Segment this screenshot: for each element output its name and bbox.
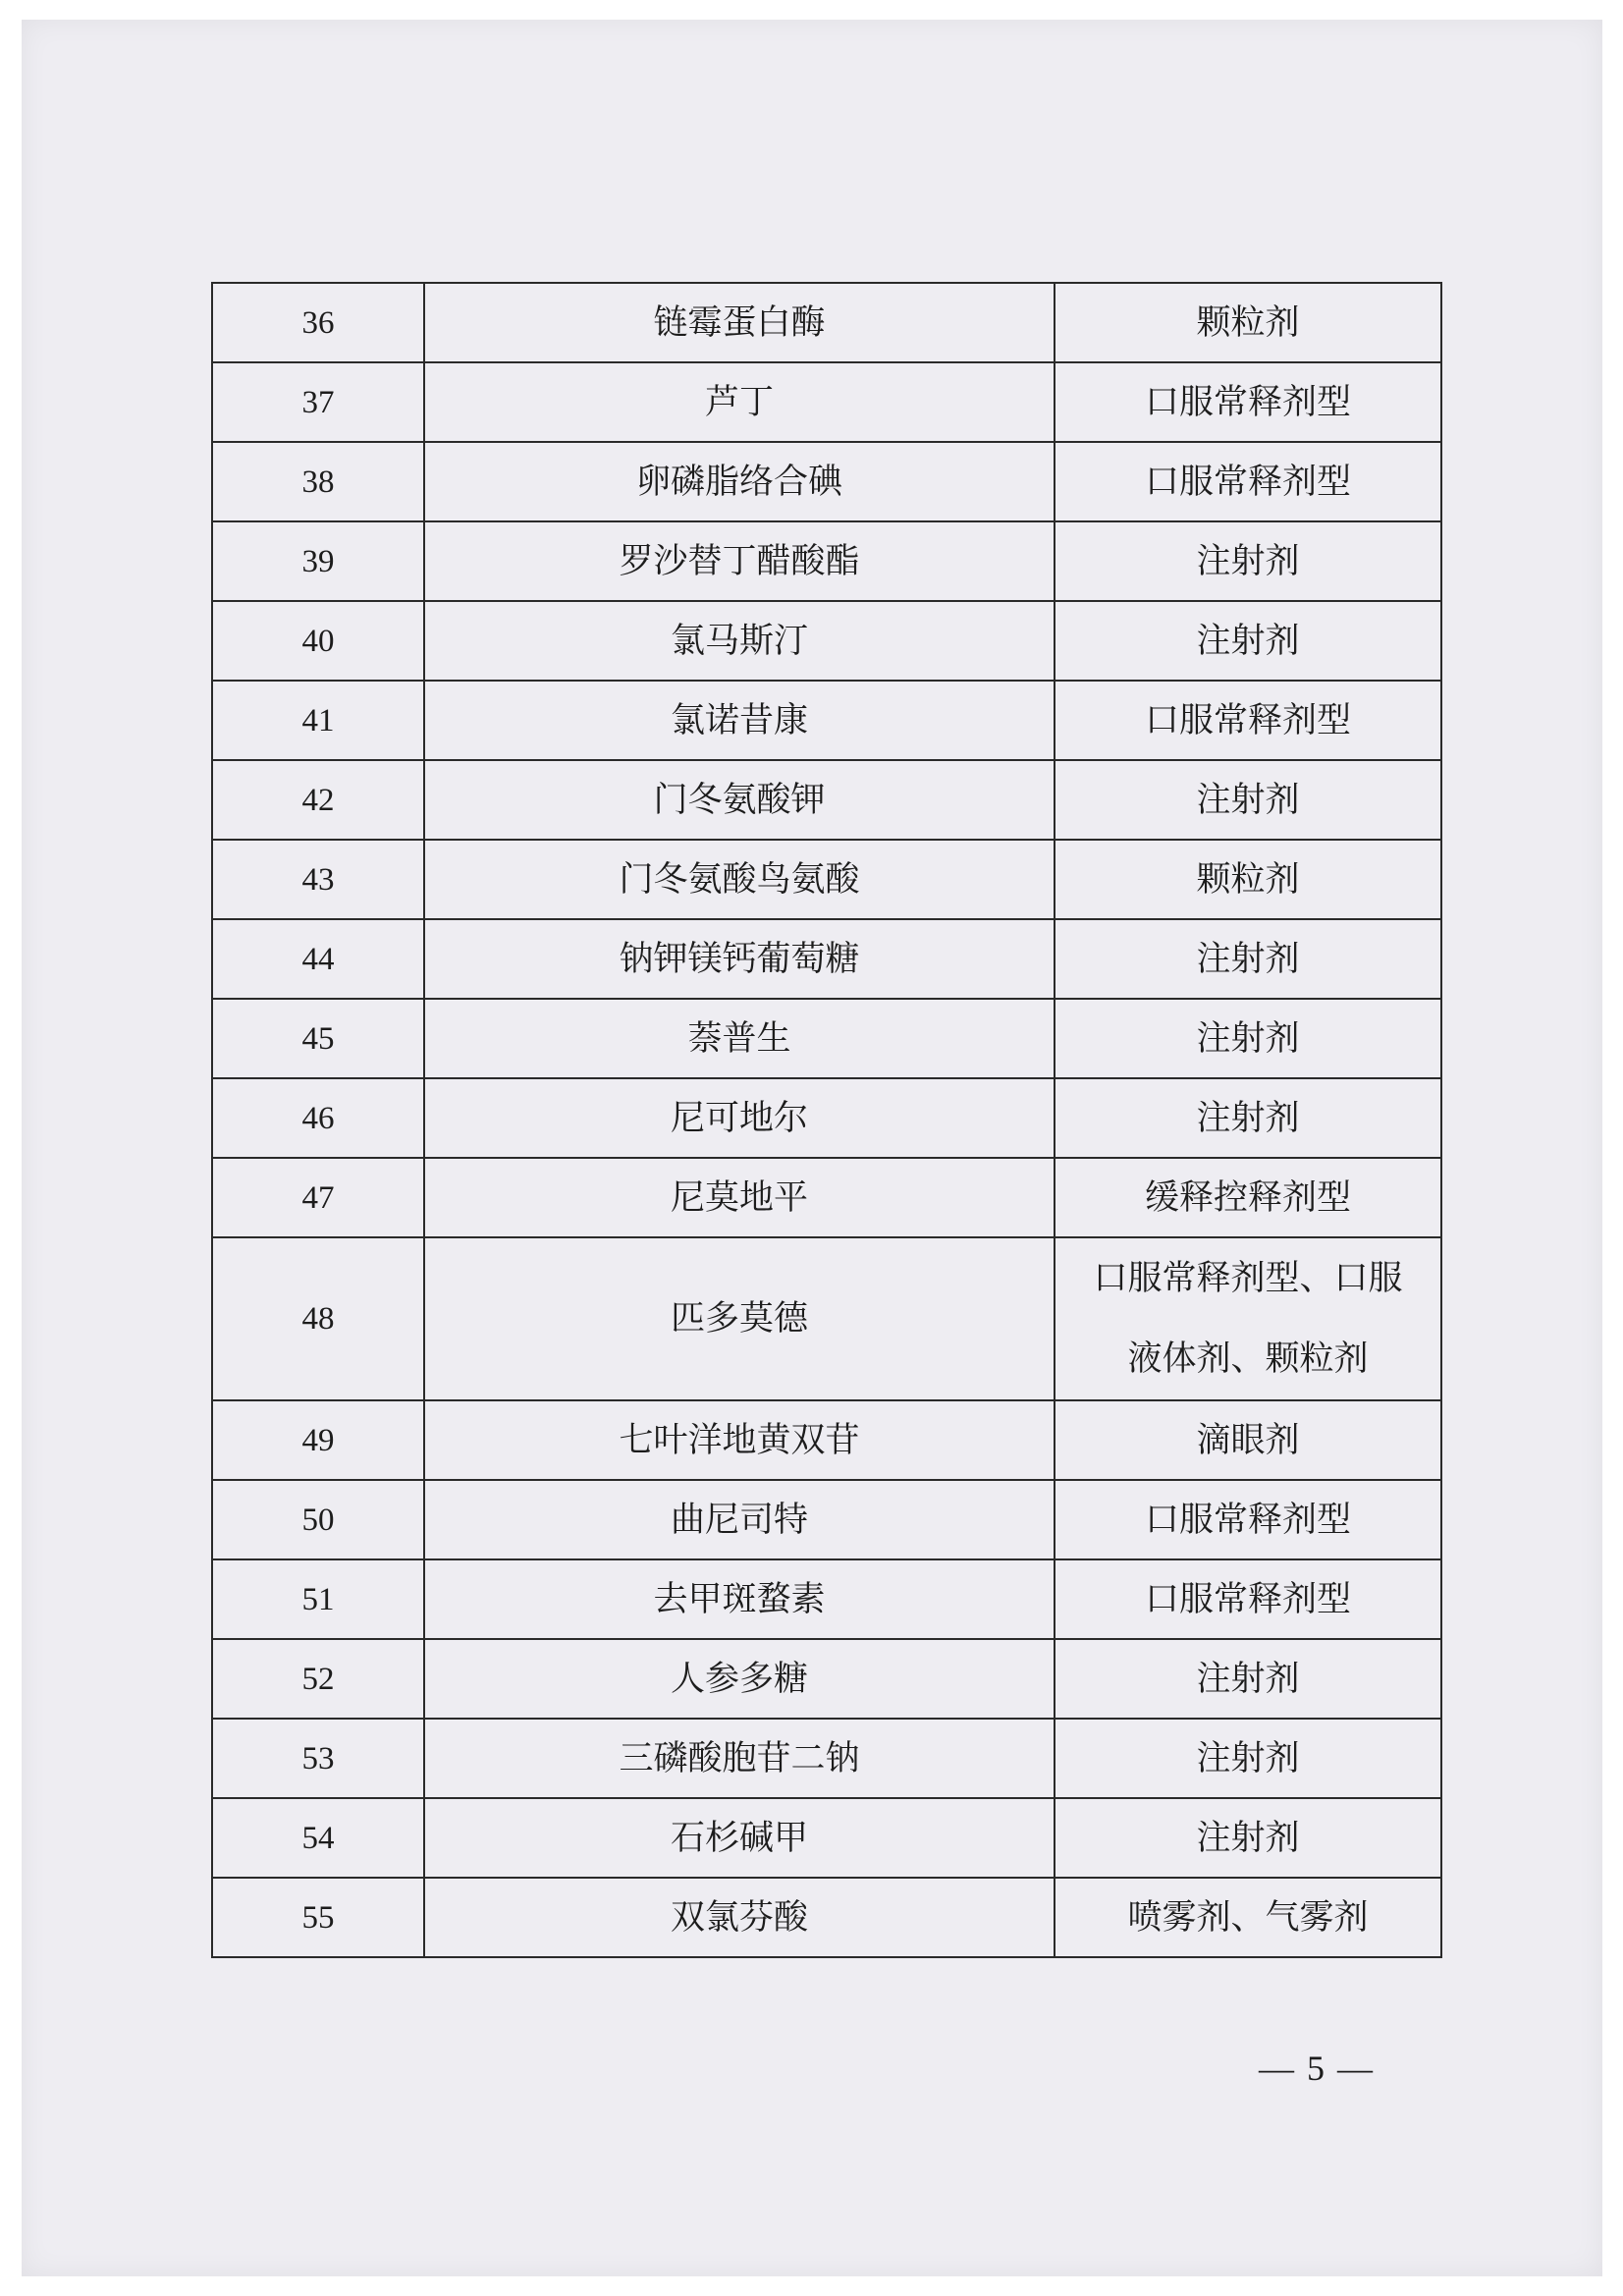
row-number: 55 [212,1878,424,1957]
row-number: 39 [212,521,424,601]
dosage-form [1055,1237,1441,1400]
row-number: 45 [212,999,424,1078]
dosage-form: 注射剂 [1055,999,1441,1078]
table-row [212,1400,1441,1480]
table-row [212,442,1441,521]
dosage-form: 口服常释剂型 [1055,1559,1441,1639]
row-number: 54 [212,1798,424,1878]
row-number: 47 [212,1158,424,1237]
dosage-form: 注射剂 [1055,1078,1441,1158]
dosage-form: 注射剂 [1055,521,1441,601]
table-row [212,840,1441,919]
row-number: 42 [212,760,424,840]
row-number: 38 [212,442,424,521]
drug-name: 三磷酸胞苷二钠 [424,1719,1055,1798]
row-number: 49 [212,1400,424,1480]
document-page [22,20,1602,2276]
dosage-form: 口服常释剂型 [1055,362,1441,442]
drug-name: 尼可地尔 [424,1078,1055,1158]
row-number: 43 [212,840,424,919]
table-row [212,760,1441,840]
row-number: 44 [212,919,424,999]
drug-name: 人参多糖 [424,1639,1055,1719]
drug-name: 去甲斑蝥素 [424,1559,1055,1639]
dosage-form: 口服常释剂型 [1055,442,1441,521]
table-row [212,681,1441,760]
table-row [212,601,1441,681]
drug-name: 氯马斯汀 [424,601,1055,681]
dosage-form: 注射剂 [1055,601,1441,681]
row-number: 36 [212,283,424,362]
drug-name: 匹多莫德 [424,1237,1055,1400]
dosage-form: 滴眼剂 [1055,1400,1441,1480]
dosage-form: 缓释控释剂型 [1055,1158,1441,1237]
row-number: 48 [212,1237,424,1400]
row-number: 41 [212,681,424,760]
table-row [212,919,1441,999]
table-row [212,1639,1441,1719]
drug-table [211,282,1442,1958]
drug-name: 钠钾镁钙葡萄糖 [424,919,1055,999]
table-row [212,1798,1441,1878]
drug-name: 芦丁 [424,362,1055,442]
row-number: 51 [212,1559,424,1639]
row-number: 46 [212,1078,424,1158]
drug-name: 石杉碱甲 [424,1798,1055,1878]
drug-name: 链霉蛋白酶 [424,283,1055,362]
row-number: 37 [212,362,424,442]
drug-name: 曲尼司特 [424,1480,1055,1559]
drug-name: 门冬氨酸钾 [424,760,1055,840]
drug-table-body [212,283,1441,1957]
drug-name: 罗沙替丁醋酸酯 [424,521,1055,601]
drug-name: 卵磷脂络合碘 [424,442,1055,521]
table-row [212,283,1441,362]
row-number: 53 [212,1719,424,1798]
table-row [212,1480,1441,1559]
table-row [212,521,1441,601]
drug-name: 七叶洋地黄双苷 [424,1400,1055,1480]
drug-name: 双氯芬酸 [424,1878,1055,1957]
table-row [212,999,1441,1078]
row-number: 52 [212,1639,424,1719]
table-row [212,1878,1441,1957]
drug-name: 尼莫地平 [424,1158,1055,1237]
dosage-form: 注射剂 [1055,1639,1441,1719]
table-row [212,1237,1441,1400]
table-row [212,362,1441,442]
table-row [212,1719,1441,1798]
dosage-form: 颗粒剂 [1055,283,1441,362]
drug-name: 门冬氨酸鸟氨酸 [424,840,1055,919]
dosage-form: 喷雾剂、气雾剂 [1055,1878,1441,1957]
page-number: — 5 — [1259,2049,1375,2088]
row-number: 40 [212,601,424,681]
dosage-form: 口服常释剂型 [1055,681,1441,760]
dosage-form: 颗粒剂 [1055,840,1441,919]
table-row [212,1559,1441,1639]
drug-name: 萘普生 [424,999,1055,1078]
dosage-form: 口服常释剂型 [1055,1480,1441,1559]
drug-name: 氯诺昔康 [424,681,1055,760]
table-row [212,1078,1441,1158]
dosage-form: 注射剂 [1055,760,1441,840]
dosage-form-line: 口服常释剂型、口服 [1093,1259,1403,1298]
dosage-form: 注射剂 [1055,1719,1441,1798]
table-row [212,1158,1441,1237]
row-number: 50 [212,1480,424,1559]
dosage-form-line: 液体剂、颗粒剂 [1127,1339,1369,1379]
dosage-form: 注射剂 [1055,919,1441,999]
drug-table-container [211,282,1440,1958]
dosage-form: 注射剂 [1055,1798,1441,1878]
